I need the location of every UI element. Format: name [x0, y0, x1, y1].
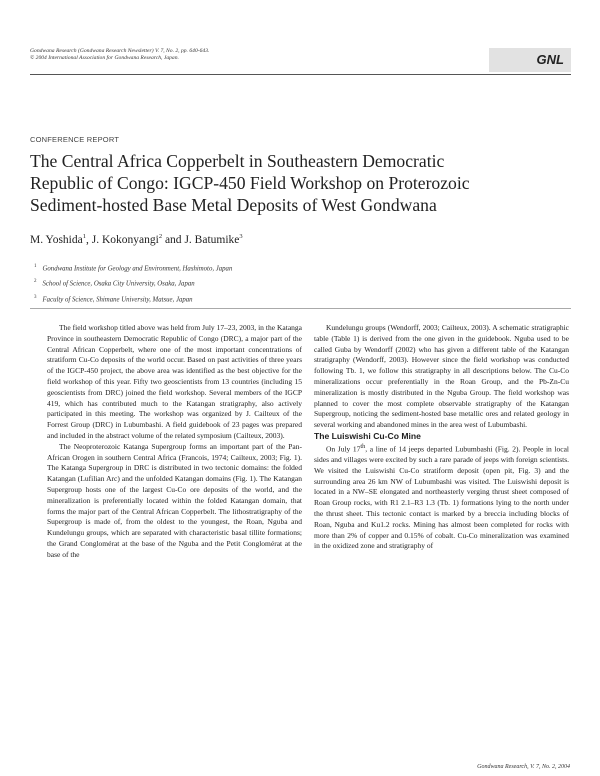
- journal-copyright: © 2004 International Association for Gondwana Research, Japan.: [30, 55, 179, 61]
- paragraph-text: , a line of 14 jeeps departed Lubumbashi (Fig. 2). People in local sides and villages were excited by such a rare parade of jeeps with foreign scientists. We visited the Luiswishi Cu-Co stratiform deposit (open pit, Fig. 3) and the surrounding area 26 km NW of Lubumbashi was visited. The Luiswishi deposit is located in a NW–SE elongated and northeasterly verging thrust sheet composed of Roan Group rocks, with R1 2.1–R3 1.3 (Tb. 1) formations lying to the north under the thrust sheet. This tectonic contact is marked by a breccia including blocks of Roan, Nguba and Ku1.2 rocks. Mining has almost been completed for rocks with more than 2% of copper and 0.15% of cobalt. Cu-Co mineralization was examined in the oxidized zone and stratigraphy of: [314, 444, 570, 551]
- section-heading: The Luiswishi Cu-Co Mine: [314, 430, 421, 441]
- affiliation-text: School of Science, Osaka City University, Osaka, Japan: [42, 280, 195, 288]
- affiliation-item: [34, 275, 514, 290]
- affiliation-text: Gondwana Institute for Geology and Environment, Hashimoto, Japan: [42, 265, 233, 273]
- affiliation-text: Faculty of Science, Shimane University, Matsue, Japan: [42, 295, 193, 303]
- title-line: Republic of Congo: IGCP-450 Field Workshop on Proterozoic: [30, 173, 470, 193]
- author-affil-mark: 2: [158, 233, 163, 240]
- header-rule: [30, 74, 571, 75]
- title-line: The Central Africa Copperbelt in Southeastern Democratic: [30, 151, 445, 171]
- body-paragraph: The Neoproterozoic Katanga Supergroup forms an important part of the Pan-African Orogen in southern Central Africa (Francois, 1974; Cailteux, 2003; Fig. 1). The Katanga Supergroup in DRC is distributed in two tectonic domains: the folded Katangan (Lufilian Arc) and the unfolded Katangan domains (Fig. 1). The Katangan Supergroup hosts one of the largest Cu-Co ore deposits of the world, and the mineralization is preferentially located within the folded Katangan domain, that forms the major part of the Central African Copperbelt. The lithostratigraphy of the Supergroup is made of, from the oldest to the youngest, the Roan, Nguba and Kundelungu groups, which are separated with characteristic basal tillite formations; the Grand Conglomérat at the base of the Nguba and the Petit Conglomérat at the base of the: [47, 441, 302, 559]
- body-column-right: [314, 323, 569, 552]
- body-paragraph: The field workshop titled above was held from July 17–23, 2003, in the Katanga Province in southeastern Democratic Republic of Congo (DRC), a major part of the Central African Copperbelt, where one of the most important concentrations of stratiform Cu-Co deposits of the world occur. Based on past activities of three years of the IGCP-450 project, the above area was identified as the best objective for the field workshop of this year. Fifty two geoscientists from 13 countries (including 15 geoscientists from DRC) joined the field workshop. Several members of the IGCP 419, which has contributed much to the Katangan stratigraphy, also actively participated in this meeting. The workshop was organized by J. Cailteux of the Forrest Group (DRC) in Lubumbashi. A field guidebook of 23 pages was prepared and included in the abstract volume of the related symposium (Cailteux, 2003).: [47, 323, 302, 440]
- author-name: J. Kokonyangi: [91, 233, 159, 246]
- journal-citation: Gondwana Research (Gondwana Research Newsletter) V. 7, No. 2, pp. 640-643.: [30, 48, 210, 54]
- paragraph-text: On July 17: [326, 444, 361, 454]
- journal-logo-text: GNL: [536, 52, 564, 67]
- author-list: [30, 233, 243, 246]
- journal-header: [30, 48, 430, 62]
- affiliation-item: [34, 291, 514, 306]
- affiliation-number: 1: [34, 264, 37, 269]
- title-block-rule: [30, 308, 571, 309]
- article-type: CONFERENCE REPORT: [30, 135, 120, 144]
- ordinal-suffix: th: [360, 442, 366, 450]
- article-title: [30, 150, 570, 216]
- page-footer: Gondwana Research, V. 7, No. 2, 2004: [477, 764, 570, 770]
- affiliation-item: [34, 260, 514, 275]
- title-line: Sediment-hosted Base Metal Deposits of West Gondwana: [30, 195, 437, 215]
- affiliations: [34, 260, 514, 306]
- author-name: M. Yoshida: [30, 233, 83, 246]
- author-name: J. Batumike: [184, 233, 240, 246]
- body-paragraph: [314, 442, 569, 552]
- author-separator: ,: [85, 233, 92, 246]
- author-affil-mark: 1: [82, 233, 86, 240]
- affiliation-number: 3: [34, 294, 37, 300]
- body-paragraph: Kundelungu groups (Wendorff, 2003; Cailteux, 2003). A schematic stratigraphic table (Table 1) is derived from the one given in the guidebook. Nguba used to be called Guba by Wendorff (2002) who has given a different table of the Katangan stratigraphy (Wendorff, 2003). However since the field workshop was conducted following Tb. 1, we follow this stratigraphy in all descriptions below. The Cu-Co mineralizations occur preferentially in the Roan Group, and the Pb-Zn-Cu mineralization is mostly distributed in the Nguba Group. The field workshop was planned to cover the most complete observable stratigraphy of the Katangan Supergroup, noticing the sediment-hosted base metallic ores and related geology in several working and abandoned mines in the area west of Lubumbashi.: [314, 323, 569, 430]
- author-separator: and: [162, 233, 185, 246]
- journal-logo: [489, 48, 571, 72]
- author-affil-mark: 3: [239, 233, 243, 240]
- affiliation-number: 2: [34, 279, 37, 285]
- body-column-left: [47, 323, 302, 561]
